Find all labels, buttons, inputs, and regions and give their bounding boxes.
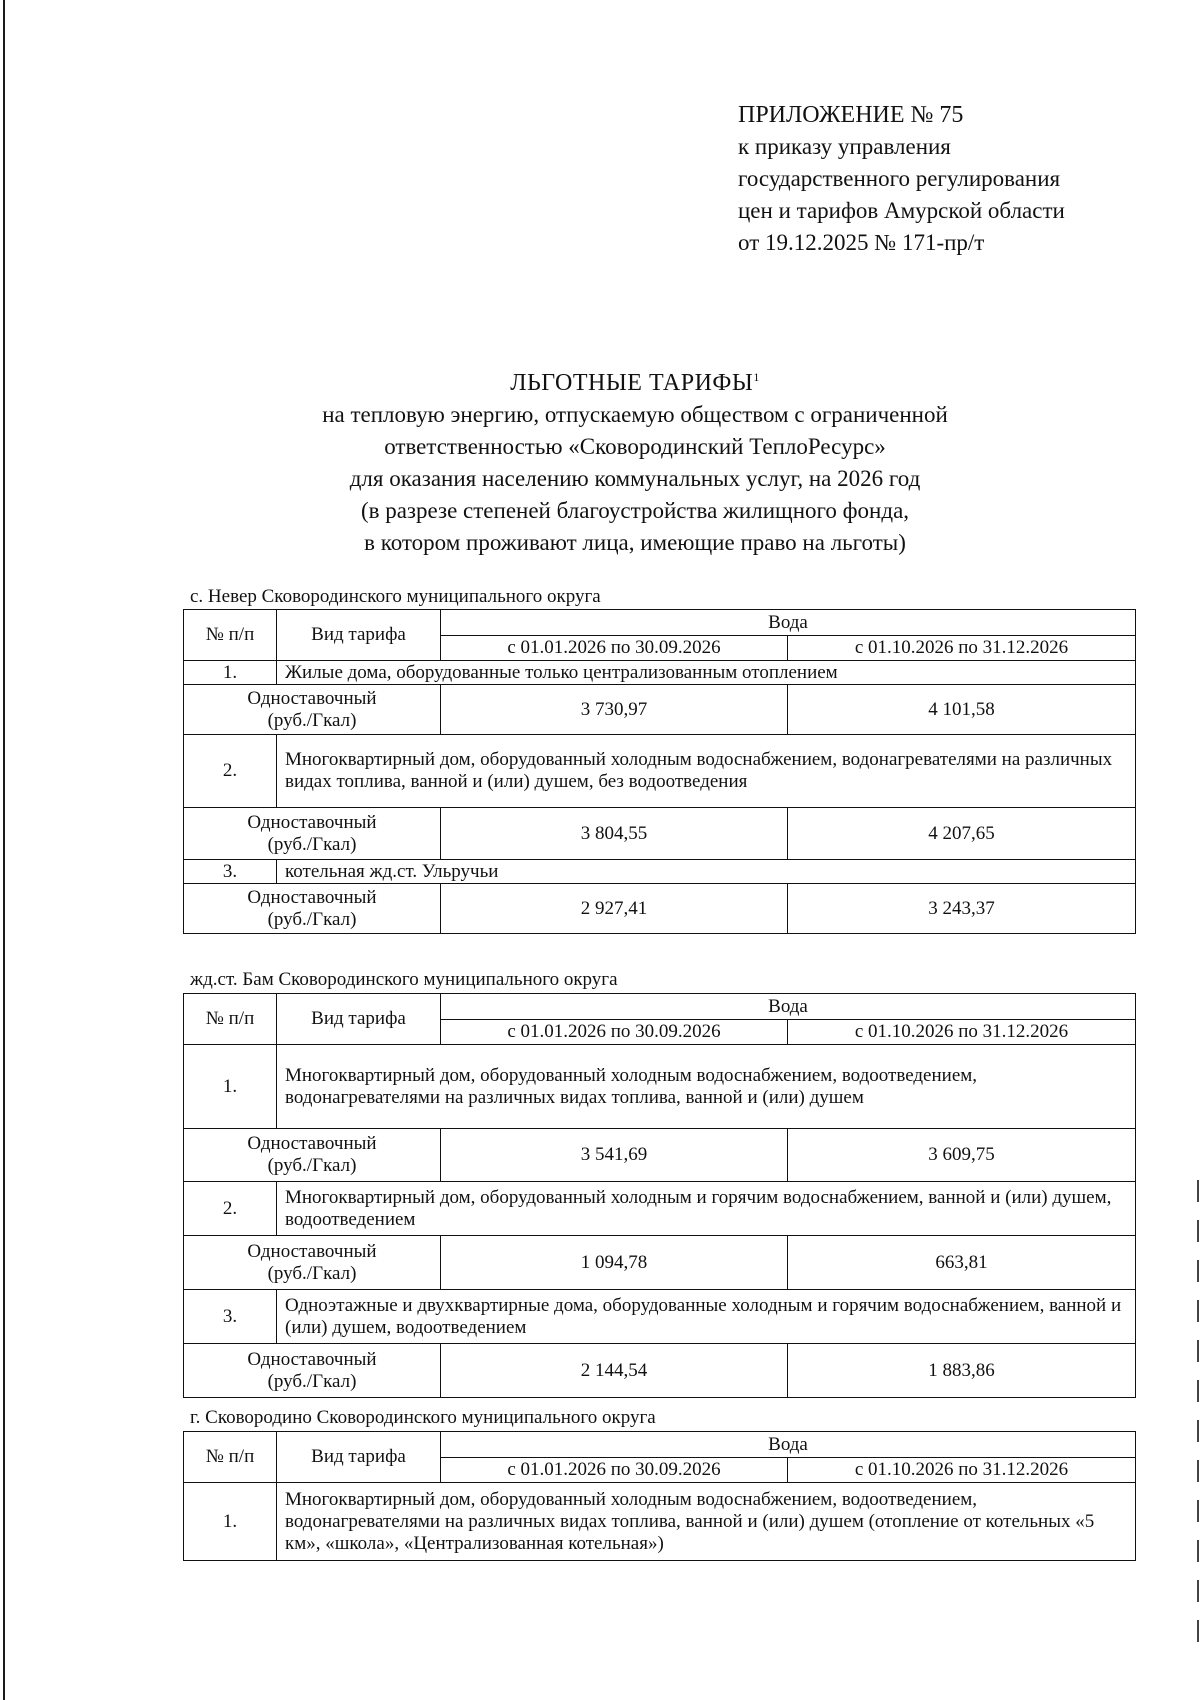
row-number: 3.	[184, 860, 277, 884]
section-label: с. Невер Сковородинского муниципального округа	[190, 586, 601, 607]
row-number: 2.	[184, 735, 277, 808]
rate-label	[184, 1344, 441, 1398]
tariff-table	[183, 993, 1136, 1398]
rate-label-unit: (руб./Гкал)	[267, 709, 357, 731]
table-row	[184, 735, 1136, 808]
rate-label-unit: (руб./Гкал)	[267, 908, 357, 930]
header-no: № п/п	[184, 610, 277, 661]
header-kind: Вид тарифа	[277, 994, 441, 1045]
section-label: г. Сковородино Сковородинского муниципального округа	[190, 1407, 656, 1428]
footnote-mark: 1	[753, 370, 760, 384]
rate-label-line: Одноставочный	[247, 687, 377, 709]
row-number: 1.	[184, 1483, 277, 1561]
rate-label-unit: (руб./Гкал)	[267, 1370, 357, 1392]
scan-right-edge	[1197, 1180, 1199, 1650]
header-no: № п/п	[184, 994, 277, 1045]
row-number: 1.	[184, 661, 277, 685]
title-main: ЛЬГОТНЫЕ ТАРИФЫ	[510, 370, 754, 396]
tariff-table	[183, 609, 1136, 934]
tariff-value: 3 730,97	[441, 685, 788, 735]
rate-label-line: Одноставочный	[247, 811, 377, 833]
title-line: ответственностью «Сковородинский ТеплоРесурс»	[384, 434, 886, 459]
row-number: 2.	[184, 1182, 277, 1236]
header-water: Вода	[441, 1432, 1136, 1458]
table-row	[184, 685, 1136, 735]
tariff-value: 2 927,41	[441, 884, 788, 934]
table-row	[184, 1290, 1136, 1344]
header-kind: Вид тарифа	[277, 1432, 441, 1483]
rate-label	[184, 884, 441, 934]
appendix-number: ПРИЛОЖЕНИЕ № 75	[738, 102, 964, 128]
rate-label	[184, 1236, 441, 1290]
header-water: Вода	[441, 610, 1136, 636]
table-row	[184, 1182, 1136, 1236]
table-row	[184, 884, 1136, 934]
rate-label	[184, 1129, 441, 1182]
title-line: (в разрезе степеней благоустройства жилищного фонда,	[360, 498, 910, 523]
rate-label-line: Одноставочный	[247, 1240, 377, 1262]
title-main-line	[190, 367, 1080, 399]
row-number: 3.	[184, 1290, 277, 1344]
appendix-line: к приказу управления	[738, 134, 951, 159]
rate-label	[184, 808, 441, 860]
tariff-value: 2 144,54	[441, 1344, 788, 1398]
tariff-value: 3 804,55	[441, 808, 788, 860]
table-row	[184, 1344, 1136, 1398]
rate-label-unit: (руб./Гкал)	[267, 833, 357, 855]
tariff-value: 3 609,75	[788, 1129, 1136, 1182]
tariff-value: 3 243,37	[788, 884, 1136, 934]
row-description: Многоквартирный дом, оборудованный холодным водоснабжением, водонагревателями на различных видах топлива, ванной и (или) душем, без водоотведения	[277, 735, 1136, 808]
rate-label-line: Одноставочный	[247, 886, 377, 908]
row-description: Жилые дома, оборудованные только централизованным отоплением	[277, 661, 1136, 685]
header-period-1: с 01.01.2026 по 30.09.2026	[441, 636, 788, 661]
row-description: Одноэтажные и двухквартирные дома, оборудованные холодным и горячим водоснабжением, ванной и (или) душем, водоотведением	[277, 1290, 1136, 1344]
table-row	[184, 860, 1136, 884]
rate-label-unit: (руб./Гкал)	[267, 1262, 357, 1284]
row-number: 1.	[184, 1045, 277, 1129]
table-row	[184, 1045, 1136, 1129]
appendix-header	[738, 99, 1168, 259]
header-water: Вода	[441, 994, 1136, 1020]
rate-label-line: Одноставочный	[247, 1348, 377, 1370]
tariff-value: 4 207,65	[788, 808, 1136, 860]
table-row	[184, 1129, 1136, 1182]
table-header-row	[184, 610, 1136, 636]
row-description: Многоквартирный дом, оборудованный холодным и горячим водоснабжением, ванной и (или) душем, водоотведением	[277, 1182, 1136, 1236]
rate-label-line: Одноставочный	[247, 1133, 377, 1154]
table-row	[184, 808, 1136, 860]
tariff-value: 663,81	[788, 1236, 1136, 1290]
tariff-value: 4 101,58	[788, 685, 1136, 735]
scan-left-edge	[3, 0, 5, 1700]
table-header-row	[184, 994, 1136, 1020]
appendix-line: цен и тарифов Амурской области	[738, 198, 1065, 223]
section-label: жд.ст. Бам Сковородинского муниципального округа	[190, 969, 618, 990]
table-row	[184, 1236, 1136, 1290]
header-no: № п/п	[184, 1432, 277, 1483]
row-description: котельная жд.ст. Ульручьи	[277, 860, 1136, 884]
table-row	[184, 1483, 1136, 1561]
table-row	[184, 661, 1136, 685]
tariff-value: 1 094,78	[441, 1236, 788, 1290]
header-period-2: с 01.10.2026 по 31.12.2026	[788, 636, 1136, 661]
appendix-line: от 19.12.2025 № 171-пр/т	[738, 230, 985, 255]
appendix-line: государственного регулирования	[738, 166, 1061, 191]
tariff-value: 3 541,69	[441, 1129, 788, 1182]
tariff-table	[183, 1431, 1136, 1561]
table-header-row	[184, 1432, 1136, 1458]
row-description: Многоквартирный дом, оборудованный холодным водоснабжением, водоотведением, водонагревателями на различных видах топлива, ванной и (или) душем	[277, 1045, 1136, 1129]
header-kind: Вид тарифа	[277, 610, 441, 661]
row-description: Многоквартирный дом, оборудованный холодным водоснабжением, водоотведением, водонагревателями на различных видах топлива, ванной и (или) душем (отопление от котельных «5 км», «школа», «Централизованная котельная»)	[277, 1483, 1136, 1561]
rate-label	[184, 685, 441, 735]
title-line: на тепловую энергию, отпускаемую обществом с ограниченной	[322, 402, 948, 427]
rate-label-unit: (руб./Гкал)	[267, 1155, 357, 1176]
header-period-1: с 01.01.2026 по 30.09.2026	[441, 1458, 788, 1483]
title-line: для оказания населению коммунальных услуг, на 2026 год	[349, 466, 921, 491]
header-period-2: с 01.10.2026 по 31.12.2026	[788, 1458, 1136, 1483]
title-line: в котором проживают лица, имеющие право на льготы)	[364, 530, 906, 555]
header-period-1: с 01.01.2026 по 30.09.2026	[441, 1020, 788, 1045]
document-title	[190, 367, 1080, 559]
header-period-2: с 01.10.2026 по 31.12.2026	[788, 1020, 1136, 1045]
tariff-value: 1 883,86	[788, 1344, 1136, 1398]
